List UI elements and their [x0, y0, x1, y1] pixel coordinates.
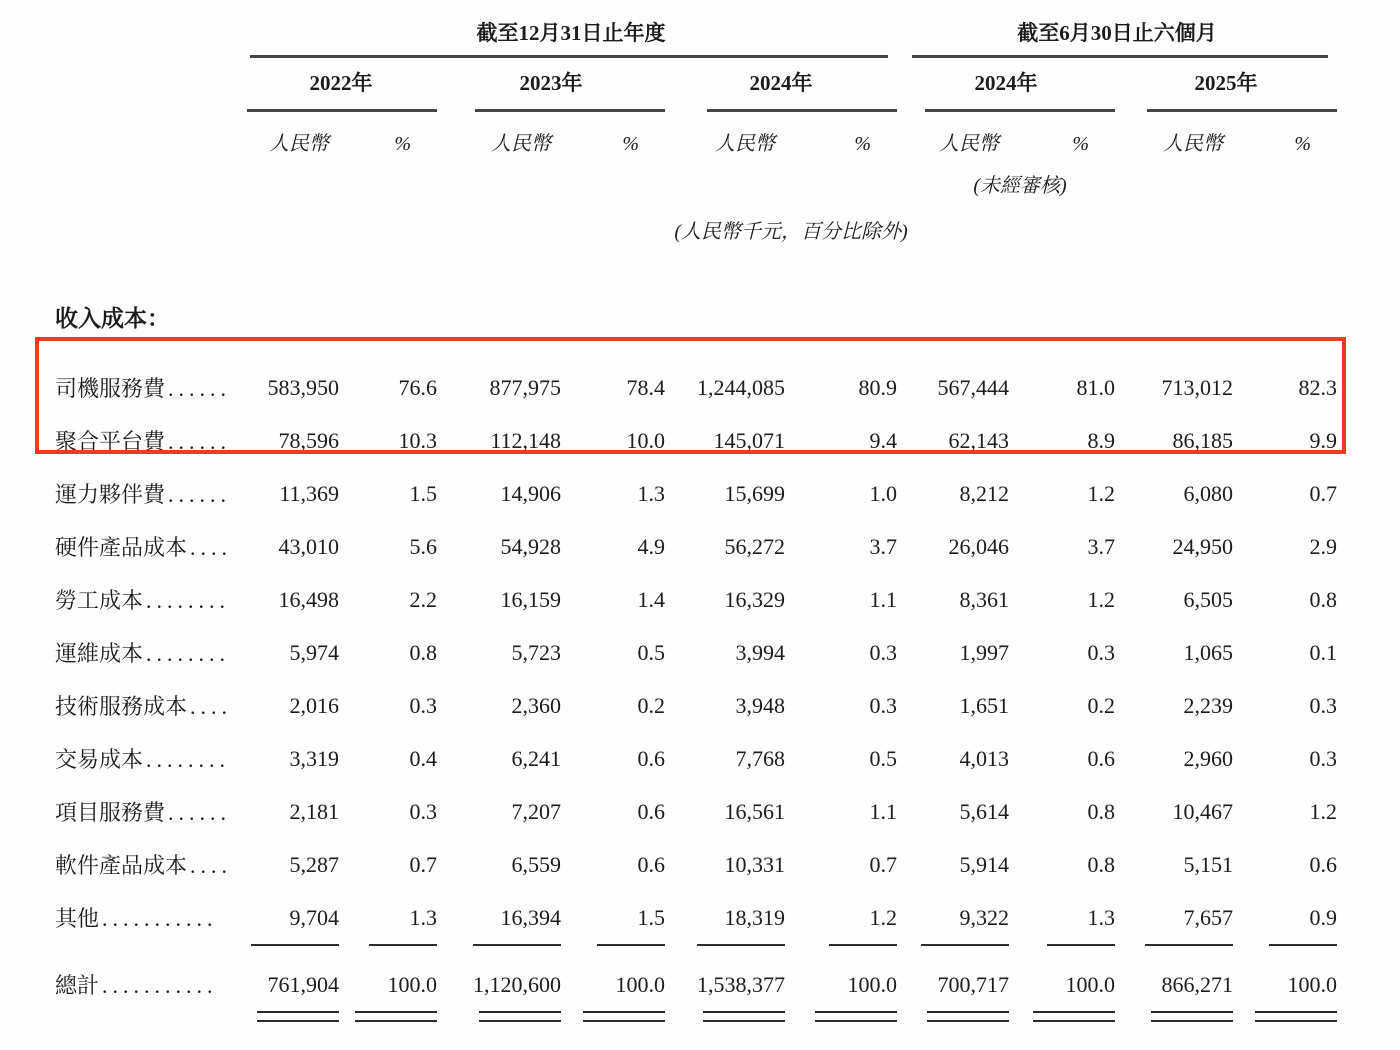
- column-rule: [697, 944, 785, 946]
- period-rule-interim: [912, 55, 1328, 58]
- double-rule: [257, 1011, 339, 1022]
- table-row: [55, 414, 1337, 467]
- percent-header: %: [622, 133, 639, 155]
- year-rule: [925, 109, 1115, 112]
- row-value: 78.4: [626, 374, 665, 400]
- row-label-text: 項目服務費: [55, 800, 166, 825]
- row-value: 1.3: [1087, 904, 1115, 930]
- row-label: [55, 969, 245, 1000]
- row-value: 5,914: [959, 851, 1009, 877]
- row-value: 1.0: [869, 480, 897, 506]
- row-value: 0.6: [637, 798, 665, 824]
- row-leader-dots: ...........: [102, 973, 218, 998]
- table-row: [55, 520, 1337, 573]
- double-rule: [583, 1011, 665, 1022]
- row-value: 1.1: [869, 586, 897, 612]
- row-value: 0.1: [1309, 639, 1337, 665]
- row-value: 1.4: [637, 586, 665, 612]
- row-value: 5,974: [289, 639, 339, 665]
- year-rule-row: [55, 102, 1337, 118]
- row-value: 1,651: [959, 692, 1009, 718]
- row-value: 3,948: [735, 692, 785, 718]
- row-value: 0.2: [637, 692, 665, 718]
- year-header-row: [55, 62, 1337, 102]
- row-value: 9,322: [959, 904, 1009, 930]
- units-note: (人民幣千元，百分比除外): [674, 221, 908, 243]
- row-value: 78,596: [278, 427, 339, 453]
- row-value: 76.6: [398, 374, 437, 400]
- period-rule-row: [55, 50, 1337, 62]
- row-value: 0.7: [1309, 480, 1337, 506]
- row-value: 2,239: [1183, 692, 1233, 718]
- row-leader-dots: ...........: [102, 906, 218, 931]
- row-leader-dots: ....: [190, 853, 233, 878]
- row-value: 5.6: [409, 533, 437, 559]
- cost-of-revenue-table: [55, 20, 1337, 1031]
- row-value: 5,723: [511, 639, 561, 665]
- row-value: 2.2: [409, 586, 437, 612]
- row-label: [55, 372, 245, 403]
- row-leader-dots: ....: [190, 535, 233, 560]
- row-value: 43,010: [278, 533, 339, 559]
- currency-header: 人民幣: [715, 133, 775, 155]
- row-label-text: 技術服務成本: [55, 694, 188, 719]
- column-rule: [829, 944, 897, 946]
- row-value: 16,561: [724, 798, 785, 824]
- row-value: 6,241: [511, 745, 561, 771]
- row-leader-dots: ....: [190, 694, 233, 719]
- row-value: 4.9: [637, 533, 665, 559]
- row-value: 5,287: [289, 851, 339, 877]
- row-value: 8.9: [1087, 427, 1115, 453]
- year-rule: [247, 109, 437, 112]
- period-title-annual: 截至12月31日止年度: [476, 21, 666, 45]
- currency-header: 人民幣: [269, 133, 329, 155]
- table-row: [55, 732, 1337, 785]
- row-value: 10.0: [626, 427, 665, 453]
- units-note-row: [55, 200, 1337, 247]
- row-value: 0.5: [869, 745, 897, 771]
- year-2023: 2023年: [519, 71, 583, 95]
- row-value: 7,657: [1183, 904, 1233, 930]
- row-value: 4,013: [959, 745, 1009, 771]
- row-label-text: 軟件產品成本: [55, 853, 188, 878]
- row-label: [55, 531, 245, 562]
- row-label: [55, 425, 245, 456]
- double-rule: [1255, 1011, 1337, 1022]
- row-value: 0.3: [869, 639, 897, 665]
- row-value: 0.8: [1309, 586, 1337, 612]
- row-value: 0.8: [1087, 851, 1115, 877]
- row-value: 100.0: [387, 971, 437, 997]
- row-value: 6,080: [1183, 480, 1233, 506]
- row-value: 80.9: [858, 374, 897, 400]
- column-rule: [473, 944, 561, 946]
- row-label: [55, 690, 245, 721]
- row-value: 0.6: [1309, 851, 1337, 877]
- section-gap: [55, 247, 1337, 305]
- row-value: 3.7: [869, 533, 897, 559]
- column-rule: [251, 944, 339, 946]
- row-value: 700,717: [937, 971, 1009, 997]
- currency-header: 人民幣: [491, 133, 551, 155]
- row-value: 11,369: [279, 480, 339, 506]
- row-value: 26,046: [948, 533, 1009, 559]
- row-value: 0.2: [1087, 692, 1115, 718]
- percent-header: %: [394, 133, 411, 155]
- double-rule: [815, 1011, 897, 1022]
- row-label-text: 其他: [55, 906, 100, 931]
- row-value: 1.2: [1087, 586, 1115, 612]
- row-value: 10,331: [724, 851, 785, 877]
- row-label: [55, 584, 245, 615]
- row-leader-dots: ........: [146, 747, 231, 772]
- row-label-text: 聚合平台費: [55, 429, 166, 454]
- row-label-text: 運維成本: [55, 641, 144, 666]
- grand-total-rule-row: [55, 1011, 1337, 1031]
- row-value: 100.0: [615, 971, 665, 997]
- row-value: 7,768: [735, 745, 785, 771]
- currency-header: 人民幣: [939, 133, 999, 155]
- row-label: [55, 902, 245, 933]
- row-label-text: 司機服務費: [55, 376, 166, 401]
- row-value: 100.0: [1287, 971, 1337, 997]
- row-value: 8,361: [959, 586, 1009, 612]
- table-row: [55, 679, 1337, 732]
- row-value: 1,244,085: [697, 374, 785, 400]
- row-value: 1,120,600: [473, 971, 561, 997]
- year-rule: [1147, 109, 1337, 112]
- row-leader-dots: ........: [146, 588, 231, 613]
- row-label: [55, 478, 245, 509]
- row-value: 0.9: [1309, 904, 1337, 930]
- row-label: [55, 796, 245, 827]
- row-value: 16,498: [278, 586, 339, 612]
- table-row: [55, 785, 1337, 838]
- table-row: [55, 891, 1337, 944]
- double-rule: [703, 1011, 785, 1022]
- column-rule: [1047, 944, 1115, 946]
- row-value: 1.2: [869, 904, 897, 930]
- row-label-text: 運力夥伴費: [55, 482, 166, 507]
- row-value: 2,960: [1183, 745, 1233, 771]
- row-value: 1,065: [1183, 639, 1233, 665]
- row-value: 0.8: [1087, 798, 1115, 824]
- row-leader-dots: ......: [168, 482, 232, 507]
- row-value: 1.2: [1309, 798, 1337, 824]
- section-title: 收入成本：: [55, 306, 170, 331]
- row-value: 2,181: [289, 798, 339, 824]
- double-rule: [479, 1011, 561, 1022]
- period-title-interim: 截至6月30日止六個月: [1017, 21, 1217, 45]
- row-value: 10,467: [1172, 798, 1233, 824]
- row-value: 0.6: [637, 851, 665, 877]
- double-rule: [927, 1011, 1009, 1022]
- row-value: 62,143: [948, 427, 1009, 453]
- year-2025-interim: 2025年: [1194, 71, 1258, 95]
- subheader-row: [55, 118, 1337, 158]
- row-value: 7,207: [511, 798, 561, 824]
- row-value: 1.2: [1087, 480, 1115, 506]
- row-value: 14,906: [500, 480, 561, 506]
- row-leader-dots: ........: [146, 641, 231, 666]
- unaudited-row: [55, 158, 1337, 200]
- table-total: [55, 958, 1337, 1011]
- year-rule: [707, 109, 897, 112]
- row-value: 16,329: [724, 586, 785, 612]
- row-value: 10.3: [398, 427, 437, 453]
- table-row: [55, 467, 1337, 520]
- row-value: 9.9: [1309, 427, 1337, 453]
- row-value: 1.1: [869, 798, 897, 824]
- percent-header: %: [1072, 133, 1089, 155]
- row-value: 54,928: [500, 533, 561, 559]
- year-2022: 2022年: [309, 71, 373, 95]
- row-value: 0.5: [637, 639, 665, 665]
- row-value: 866,271: [1161, 971, 1233, 997]
- row-value: 1,997: [959, 639, 1009, 665]
- row-value: 3,319: [289, 745, 339, 771]
- column-rule: [921, 944, 1009, 946]
- period-header-row: [55, 20, 1337, 50]
- table-row: [55, 838, 1337, 891]
- row-leader-dots: ......: [168, 800, 232, 825]
- row-value: 100.0: [1065, 971, 1115, 997]
- row-value: 18,319: [724, 904, 785, 930]
- column-rule: [1269, 944, 1337, 946]
- row-value: 0.7: [409, 851, 437, 877]
- row-value: 1,538,377: [697, 971, 785, 997]
- row-value: 713,012: [1161, 374, 1233, 400]
- row-value: 0.3: [409, 692, 437, 718]
- row-value: 0.8: [409, 639, 437, 665]
- table-body: [55, 361, 1337, 944]
- row-value: 2.9: [1309, 533, 1337, 559]
- row-value: 0.3: [1309, 745, 1337, 771]
- table-row: [55, 573, 1337, 626]
- row-value: 1.5: [409, 480, 437, 506]
- row-value: 3,994: [735, 639, 785, 665]
- row-value: 5,614: [959, 798, 1009, 824]
- period-rule-annual: [250, 55, 888, 58]
- row-label-text: 總計: [55, 973, 100, 998]
- percent-header: %: [1294, 133, 1311, 155]
- row-value: 6,559: [511, 851, 561, 877]
- row-value: 1.3: [637, 480, 665, 506]
- unaudited-note: (未經審核): [973, 175, 1067, 197]
- row-value: 0.3: [409, 798, 437, 824]
- row-value: 0.7: [869, 851, 897, 877]
- row-label-text: 勞工成本: [55, 588, 144, 613]
- row-label-text: 硬件產品成本: [55, 535, 188, 560]
- row-value: 1.5: [637, 904, 665, 930]
- double-rule: [355, 1011, 437, 1022]
- row-value: 24,950: [1172, 533, 1233, 559]
- row-value: 3.7: [1087, 533, 1115, 559]
- year-2024: 2024年: [749, 71, 813, 95]
- double-rule: [1151, 1011, 1233, 1022]
- row-value: 2,360: [511, 692, 561, 718]
- row-value: 100.0: [847, 971, 897, 997]
- row-value: 0.4: [409, 745, 437, 771]
- row-value: 1.3: [409, 904, 437, 930]
- row-value: 0.3: [869, 692, 897, 718]
- row-value: 9.4: [869, 427, 897, 453]
- row-value: 877,975: [489, 374, 561, 400]
- row-value: 145,071: [713, 427, 785, 453]
- row-value: 9,704: [289, 904, 339, 930]
- row-value: 583,950: [267, 374, 339, 400]
- table-row: [55, 361, 1337, 414]
- section-title-row: [55, 305, 1337, 361]
- row-value: 8,212: [959, 480, 1009, 506]
- row-value: 15,699: [724, 480, 785, 506]
- table-row: [55, 958, 1337, 1011]
- row-label: [55, 637, 245, 668]
- row-value: 16,394: [500, 904, 561, 930]
- row-value: 0.3: [1309, 692, 1337, 718]
- row-leader-dots: ......: [168, 376, 232, 401]
- row-label: [55, 743, 245, 774]
- row-value: 567,444: [937, 374, 1009, 400]
- column-rule: [369, 944, 437, 946]
- row-leader-dots: ......: [168, 429, 232, 454]
- row-value: 82.3: [1298, 374, 1337, 400]
- row-label-text: 交易成本: [55, 747, 144, 772]
- row-value: 0.6: [1087, 745, 1115, 771]
- table-row: [55, 626, 1337, 679]
- column-rule: [1145, 944, 1233, 946]
- year-rule: [475, 109, 665, 112]
- row-value: 16,159: [500, 586, 561, 612]
- row-value: 56,272: [724, 533, 785, 559]
- row-value: 2,016: [289, 692, 339, 718]
- row-value: 6,505: [1183, 586, 1233, 612]
- row-value: 86,185: [1172, 427, 1233, 453]
- row-value: 5,151: [1183, 851, 1233, 877]
- subtotal-rule-row: [55, 944, 1337, 958]
- row-value: 0.6: [637, 745, 665, 771]
- percent-header: %: [854, 133, 871, 155]
- row-value: 761,904: [267, 971, 339, 997]
- year-2024-interim: 2024年: [974, 71, 1038, 95]
- row-value: 81.0: [1076, 374, 1115, 400]
- row-label: [55, 849, 245, 880]
- column-rule: [597, 944, 665, 946]
- row-value: 0.3: [1087, 639, 1115, 665]
- double-rule: [1033, 1011, 1115, 1022]
- currency-header: 人民幣: [1163, 133, 1223, 155]
- row-value: 112,148: [490, 427, 561, 453]
